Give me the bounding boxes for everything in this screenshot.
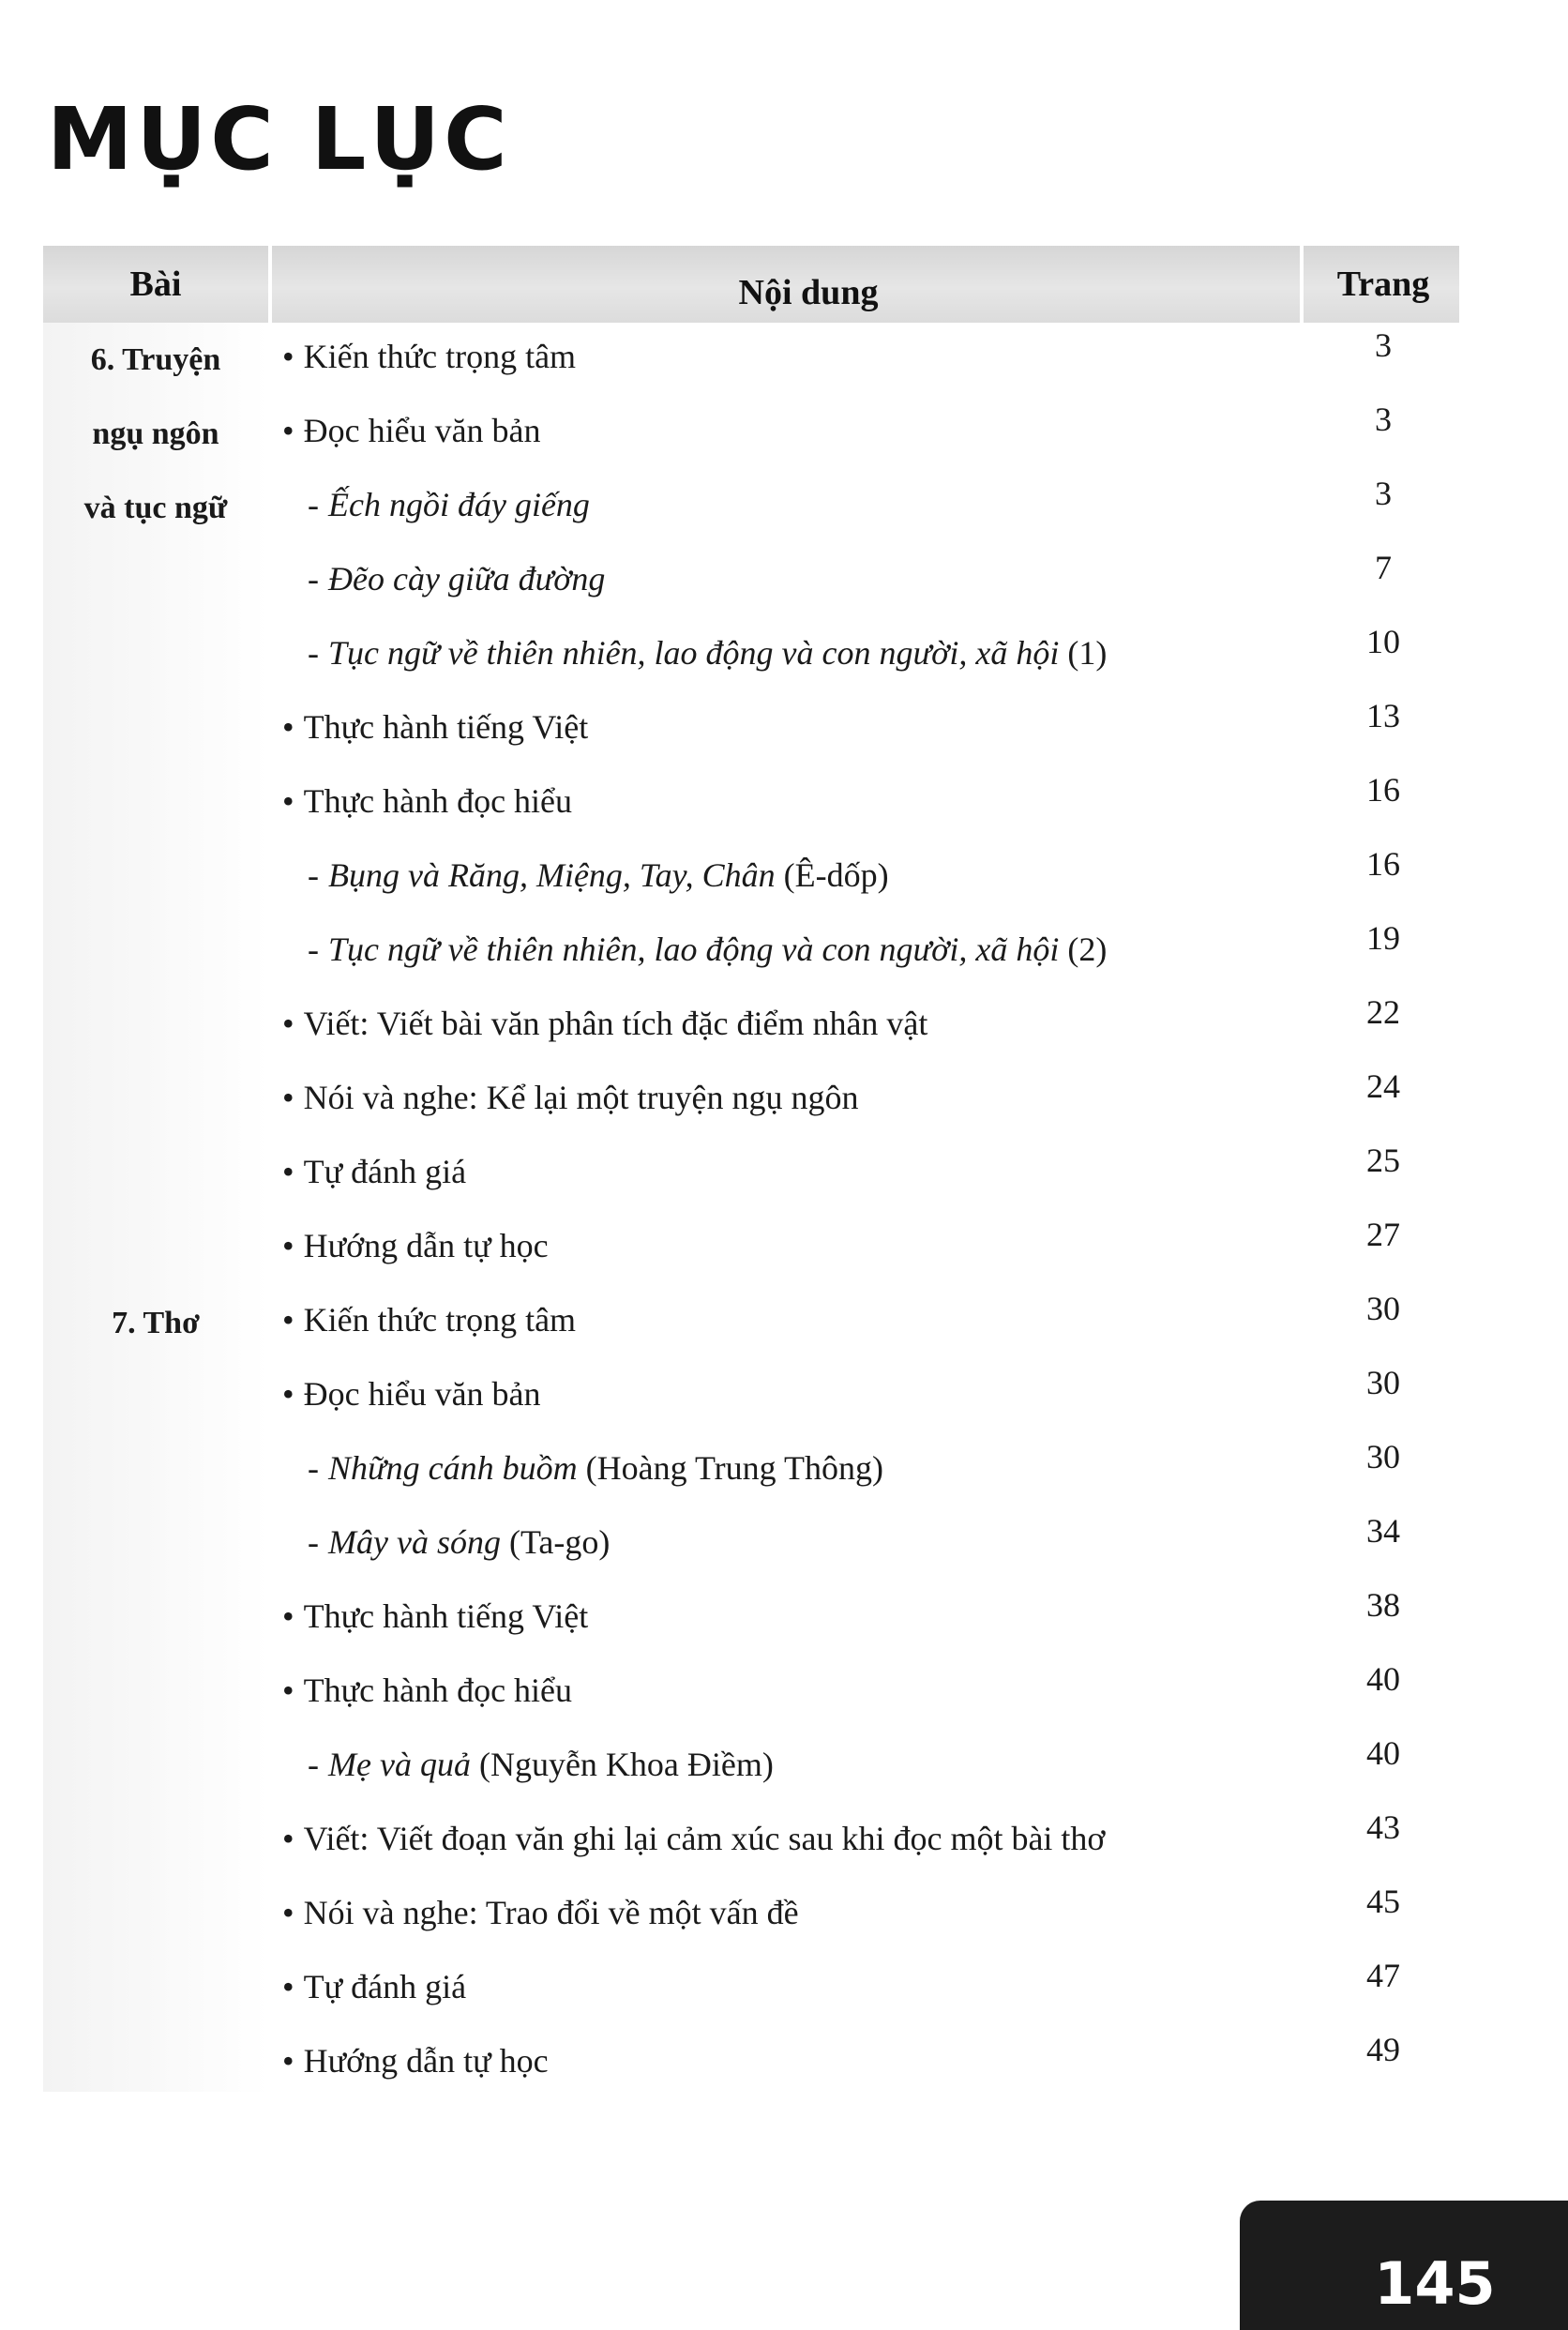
entry-page-number: 25 [1366,1142,1400,1179]
entry-title: Kiến thức trọng tâm [303,1301,577,1339]
toc-table [43,246,1459,2101]
entry-title: Hướng dẫn tự học [303,2042,549,2080]
entry-text [282,1003,927,1044]
page-number: 145 [1374,2249,1496,2318]
toc-entry [43,1582,1459,1657]
lesson-label-line: ngụ ngôn [92,416,219,451]
toc-entry [43,1360,1459,1434]
entry-title: Thực hành đọc hiểu [303,782,573,820]
toc-entry [43,990,1459,1064]
bullet-icon: • [282,1227,294,1264]
entry-text [308,929,1107,970]
dash-marker: - [308,856,319,894]
entry-text [308,855,889,896]
entry-title: Nói và nghe: Trao đổi về một vấn đề [303,1894,799,1931]
dash-marker: - [308,1746,319,1783]
entry-page-number: 47 [1366,1957,1400,1994]
toc-subentry [43,1508,1459,1582]
entry-page-number: 3 [1375,326,1392,364]
entry-title: Viết: Viết đoạn văn ghi lại cảm xúc sau khi đọc một bài thơ [303,1820,1106,1857]
entry-text [282,1818,1105,1859]
bullet-icon: • [282,708,294,746]
lesson-label-line: 6. Truyện [90,342,221,377]
toc-entry [43,1657,1459,1731]
entry-title: Tự đánh giá [303,1153,467,1190]
entry-title: Thực hành tiếng Việt [303,708,589,746]
toc-entry [43,1212,1459,1286]
entry-text [308,1521,610,1563]
entry-title: Tục ngữ về thiên nhiên, lao động và con người, xã hội [328,634,1060,672]
toc-entry [43,1879,1459,1953]
toc-body [43,323,1459,2101]
entry-title: Hướng dẫn tự học [303,1227,549,1264]
entry-text [282,1225,549,1266]
entry-title: Đọc hiểu văn bản [303,1375,541,1413]
bullet-icon: • [282,1672,294,1709]
dash-marker: - [308,486,319,523]
toc-entry [43,397,1459,471]
entry-title: Những cánh buồm [328,1449,578,1487]
bullet-icon: • [282,1005,294,1042]
entry-extra: (Nguyễn Khoa Điềm) [470,1746,774,1783]
bullet-icon: • [282,1079,294,1116]
entry-title: Thực hành tiếng Việt [303,1597,589,1635]
toc-subentry [43,545,1459,619]
entry-page-number: 24 [1366,1067,1400,1105]
toc-subentry [43,1434,1459,1508]
entry-text [308,558,605,599]
toc-entry [43,767,1459,841]
entry-text [308,1447,883,1489]
dash-marker: - [308,930,319,968]
toc-entry [43,693,1459,767]
entry-title: Tục ngữ về thiên nhiên, lao động và con người, xã hội [328,930,1060,968]
entry-text [308,1744,774,1785]
entry-text [282,410,541,451]
bullet-icon: • [282,1301,294,1339]
bullet-icon: • [282,1820,294,1857]
toc-entry [43,1805,1459,1879]
entry-page-number: 49 [1366,2031,1400,2068]
entry-extra: (1) [1059,634,1108,672]
entry-page-number: 7 [1375,549,1392,586]
entry-page-number: 16 [1366,845,1400,883]
entry-page-number: 30 [1366,1290,1400,1327]
entry-text [282,1077,859,1118]
entry-title: Bụng và Răng, Miệng, Tay, Chân [328,856,776,894]
entry-title: Ếch ngồi đáy giếng [328,486,590,523]
entry-page-number: 27 [1366,1216,1400,1253]
entry-page-number: 43 [1366,1808,1400,1846]
entry-text [308,632,1107,673]
toc-entry [43,323,1459,397]
header-divider [1300,246,1304,323]
toc-section [43,323,1459,1286]
entry-title: Tự đánh giá [303,1968,467,2005]
toc-entry [43,1138,1459,1212]
entry-extra: (Ta-go) [500,1523,611,1561]
toc-section [43,1286,1459,2101]
bullet-icon: • [282,338,294,375]
entry-text [282,706,588,748]
entry-title: Mẹ và quả [328,1746,471,1783]
header-page: Trang [1336,265,1430,304]
entry-text [282,1670,572,1711]
bullet-icon: • [282,782,294,820]
dash-marker: - [308,634,319,672]
entry-page-number: 30 [1366,1364,1400,1401]
bullet-icon: • [282,1597,294,1635]
toc-subentry [43,471,1459,545]
lesson-label-line: 7. Thơ [112,1306,200,1340]
entry-title: Thực hành đọc hiểu [303,1672,573,1709]
entry-page-number: 3 [1375,401,1392,438]
toc-entry [43,1953,1459,2027]
entry-text [282,336,576,377]
entry-page-number: 40 [1366,1660,1400,1698]
bullet-icon: • [282,2042,294,2080]
entry-title: Kiến thức trọng tâm [303,338,577,375]
entry-title: Đọc hiểu văn bản [303,412,541,449]
entry-page-number: 30 [1366,1438,1400,1475]
page-title: MỤC LỤC [47,89,511,189]
entry-page-number: 34 [1366,1512,1400,1550]
entry-page-number: 13 [1366,697,1400,734]
entry-text [282,1892,799,1933]
entry-extra: (Hoàng Trung Thông) [577,1449,883,1487]
header-lesson: Bài [129,265,182,304]
bullet-icon: • [282,1894,294,1931]
toc-subentry [43,841,1459,915]
entry-text [282,1966,466,2007]
toc-subentry [43,619,1459,693]
entry-page-number: 16 [1366,771,1400,809]
toc-subentry [43,915,1459,990]
entry-page-number: 19 [1366,919,1400,957]
dash-marker: - [308,1449,319,1487]
dash-marker: - [308,560,319,598]
entry-page-number: 10 [1366,623,1400,660]
entry-text [282,1373,541,1415]
header-divider [268,246,272,323]
entry-title: Mây và sóng [328,1523,501,1561]
entry-text [282,2040,549,2081]
entry-extra: (2) [1059,930,1108,968]
bullet-icon: • [282,1968,294,2005]
entry-text [282,1299,576,1340]
toc-subentry [43,1731,1459,1805]
entry-page-number: 40 [1366,1734,1400,1772]
entry-title: Nói và nghe: Kể lại một truyện ngụ ngôn [303,1079,859,1116]
toc-entry [43,1286,1459,1360]
entry-title: Đẽo cày giữa đường [328,560,606,598]
bullet-icon: • [282,1375,294,1413]
entry-title: Viết: Viết bài văn phân tích đặc điểm nhân vật [303,1005,928,1042]
entry-text [308,484,590,525]
toc-entry [43,1064,1459,1138]
lesson-label-line: và tục ngữ [83,491,228,525]
entry-page-number: 22 [1366,993,1400,1031]
toc-entry [43,2027,1459,2101]
entry-page-number: 45 [1366,1883,1400,1920]
entry-page-number: 38 [1366,1586,1400,1624]
header-content: Nội dung [738,273,879,312]
bullet-icon: • [282,1153,294,1190]
entry-extra: (Ê-dốp) [775,856,889,894]
toc-header [43,246,1459,323]
entry-text [282,780,572,822]
bullet-icon: • [282,412,294,449]
dash-marker: - [308,1523,319,1561]
entry-text [282,1151,466,1192]
entry-text [282,1596,588,1637]
entry-page-number: 3 [1375,475,1392,512]
